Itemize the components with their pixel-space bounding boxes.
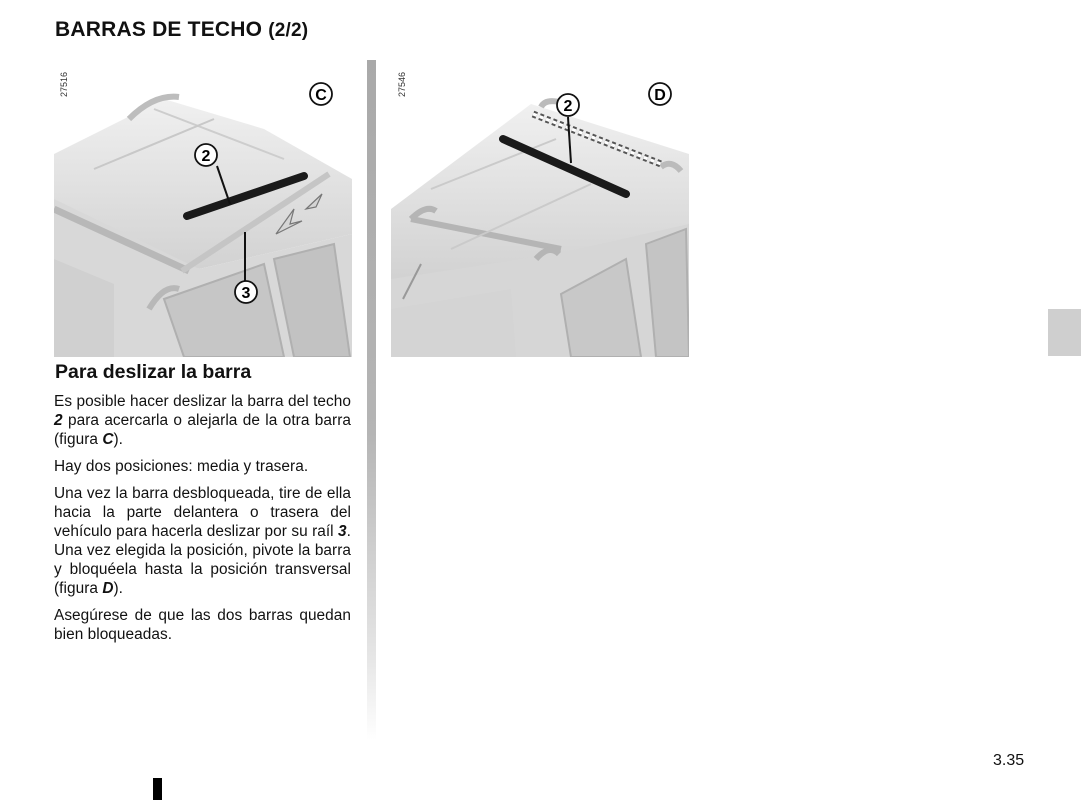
car-roof-illustration: [54, 59, 352, 357]
ref-roof-bar: 2: [54, 412, 63, 429]
callout-2: 2: [201, 148, 211, 165]
car-roof-illustration: [391, 59, 689, 357]
text-run: ).: [113, 580, 123, 597]
figure-letter: C: [315, 87, 327, 104]
ref-figure-c: C: [102, 431, 114, 448]
section-heading: Para deslizar la barra: [55, 361, 252, 383]
body-text: [54, 392, 351, 652]
text-run: . Una vez elegida la posición, pivote la barra y bloquéela hasta la posición transversal (figura: [54, 523, 351, 597]
page-number: 3.35: [993, 752, 1025, 769]
figure-letter: D: [654, 87, 666, 104]
figure-code: 27516: [59, 71, 69, 97]
paragraph-4: Asegúrese de que las dos barras quedan bien bloqueadas.: [54, 607, 351, 643]
figure-c: [54, 59, 352, 357]
text-run: Una vez la barra desbloqueada, tire de ella hacia la parte delantera o trasera del vehículo para hacerla deslizar por su raíl: [54, 485, 351, 540]
ref-figure-d: D: [102, 580, 114, 597]
page-title-suffix: (2/2): [268, 20, 309, 41]
column-divider: [367, 60, 376, 740]
crop-mark: [153, 778, 162, 800]
callout-3: 3: [241, 285, 251, 302]
text-run: Es posible hacer deslizar la barra del techo: [54, 393, 351, 410]
paragraph-3: [54, 484, 351, 598]
figure-d: [391, 59, 689, 357]
paragraph-1: [54, 392, 351, 449]
chapter-tab: [1048, 309, 1081, 356]
figure-code: 27546: [397, 71, 407, 97]
text-run: para acercarla o alejarla de la otra barra (figura: [54, 412, 351, 448]
callout-2: 2: [563, 98, 573, 115]
paragraph-2: Hay dos posiciones: media y trasera.: [54, 458, 309, 475]
page-title: [55, 18, 308, 42]
text-run: ).: [113, 431, 123, 448]
ref-rail: 3: [338, 523, 347, 540]
page-title-text: BARRAS DE TECHO: [55, 18, 263, 41]
